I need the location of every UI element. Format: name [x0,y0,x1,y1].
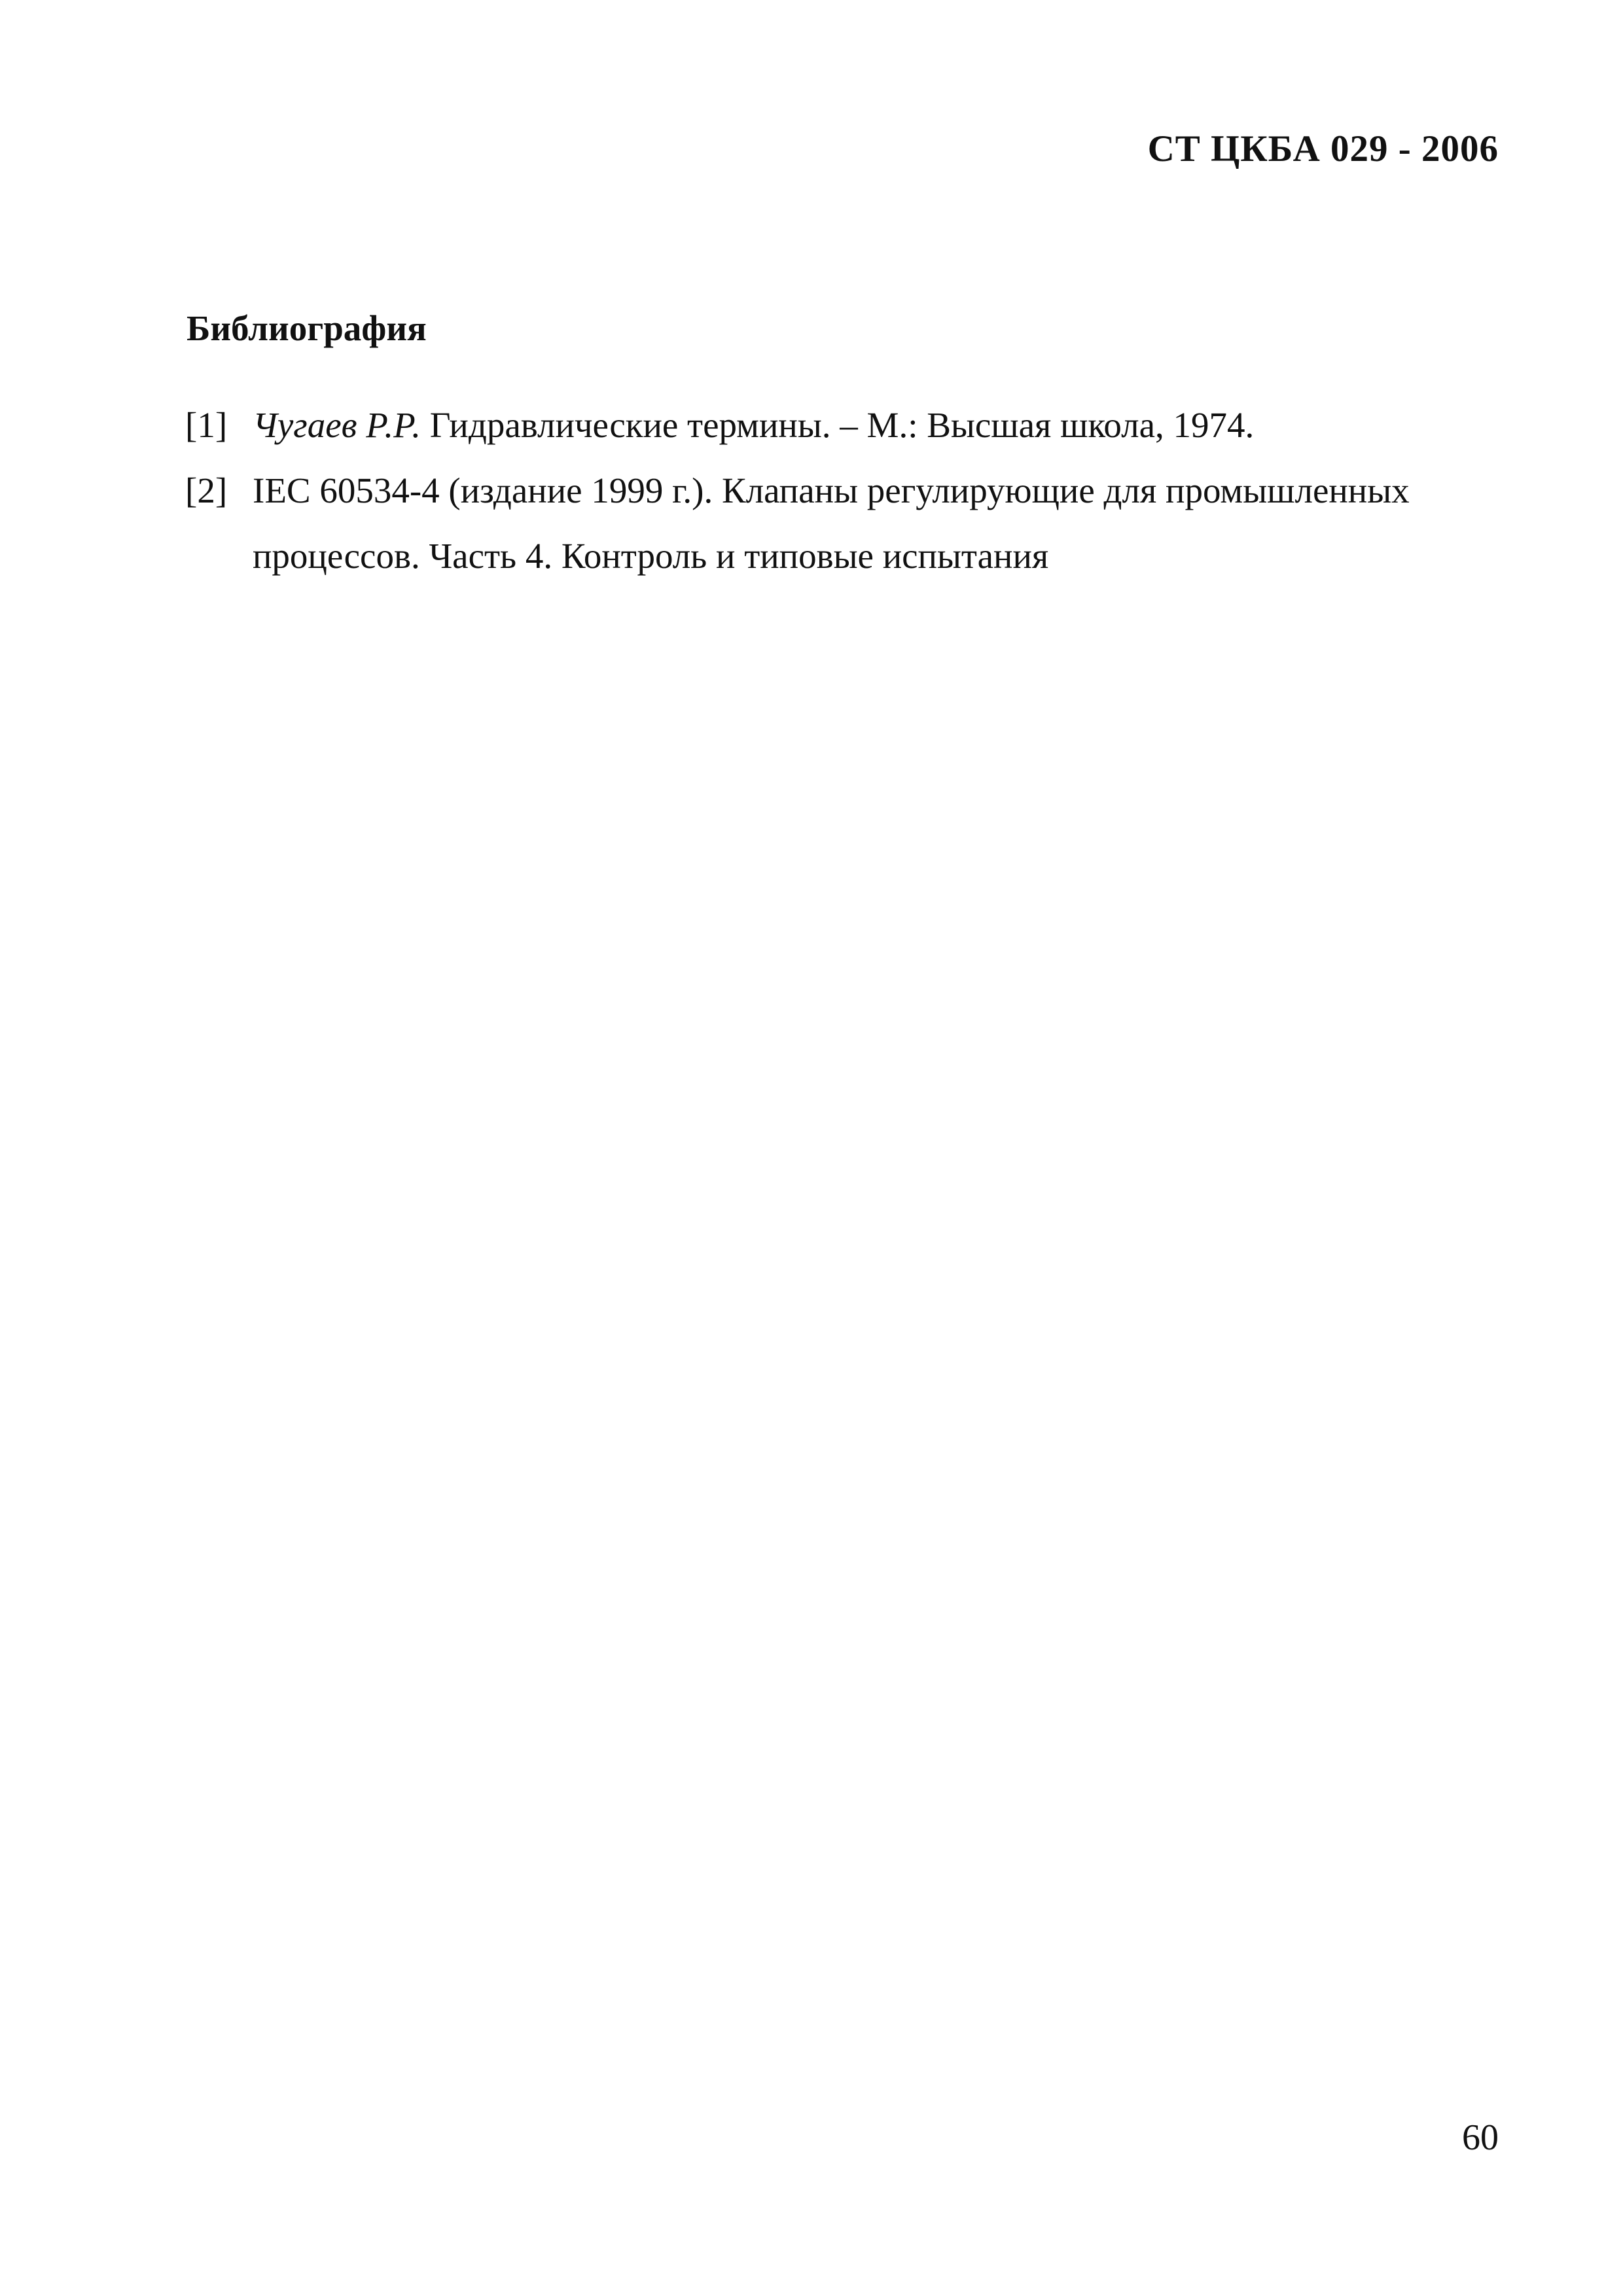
bibliography-entry [185,393,1501,458]
entry-number: [2] [185,470,228,510]
entry-author: Чугаев Р.Р. [253,405,421,445]
bibliography-list [185,393,1501,589]
page-number: 60 [1462,2117,1499,2158]
entry-text: Гидравлические термины. – М.: Высшая школа, 1974. [420,405,1255,445]
entry-text: IEC 60534-4 (издание 1999 г.). Клапаны регулирующие для промышленных процессов. Часть 4. Контроль и типовые испытания [253,470,1410,576]
document-code: СТ ЦКБА 029 - 2006 [1147,128,1499,169]
bibliography-entry [185,458,1501,589]
section-title: Библиография [187,308,427,348]
entry-number: [1] [185,405,228,445]
